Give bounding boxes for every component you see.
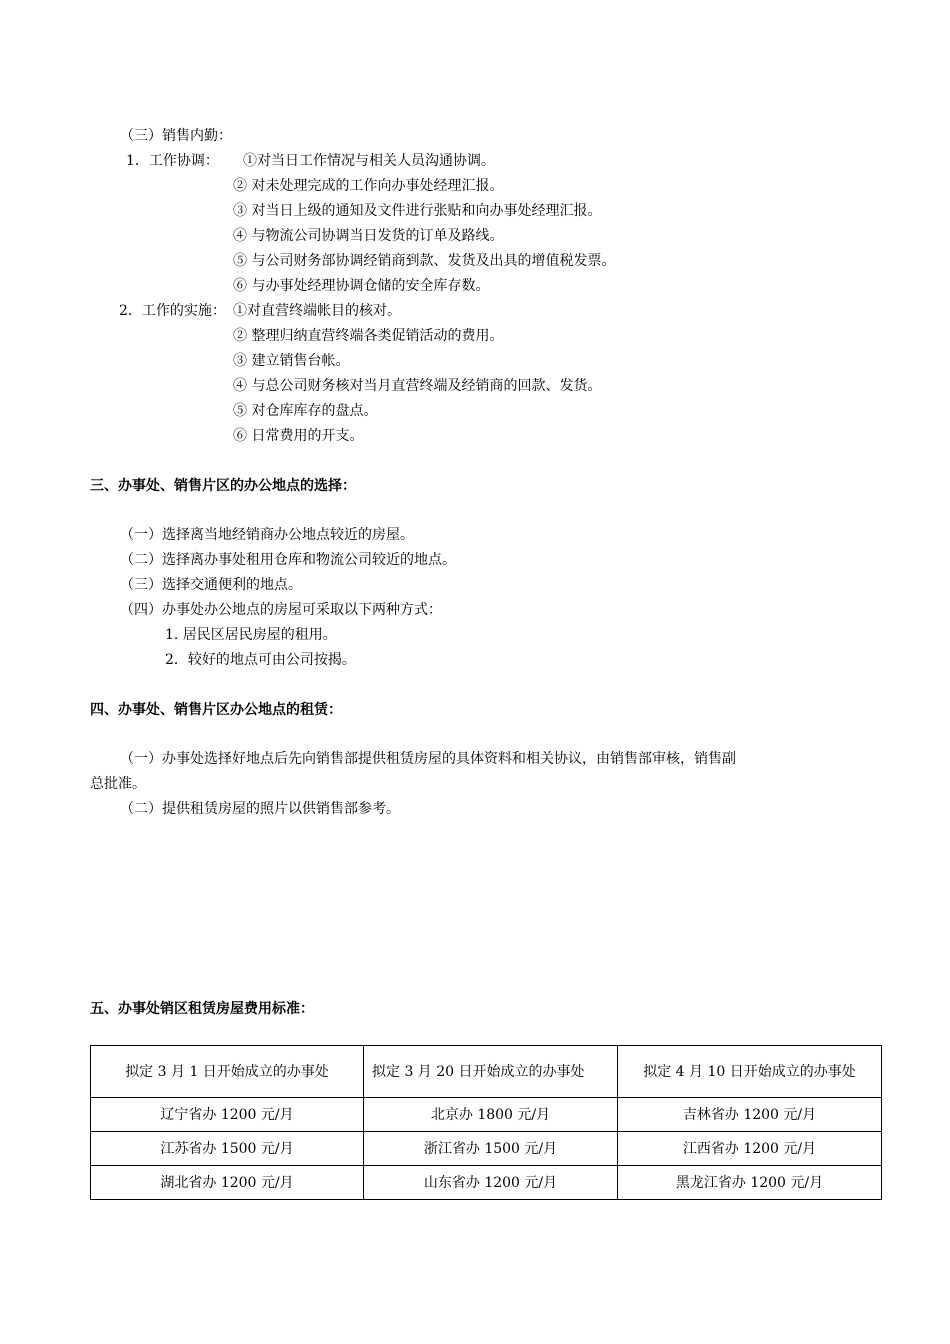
- subsection-title-sales-support: （三）销售内勤：: [120, 128, 232, 144]
- table-cell: 江西省办 1200 元/月: [618, 1132, 882, 1166]
- implementation-line-2: ② 整理归纳直营终端各类促销活动的费用。: [233, 328, 504, 344]
- location-subitem-2: 2．较好的地点可由公司按揭。: [165, 652, 356, 668]
- section-heading-office-lease: 四、办事处、销售片区办公地点的租赁：: [90, 702, 342, 718]
- coordination-line-1: ①对当日工作情况与相关人员沟通协调。: [243, 153, 495, 169]
- implementation-line-1: ①对直营终端帐目的核对。: [233, 303, 401, 319]
- location-item-4: （四）办事处办公地点的房屋可采取以下两种方式：: [120, 602, 442, 618]
- coordination-line-5: ⑤ 与公司财务部协调经销商到款、发货及出具的增值税发票。: [233, 253, 616, 269]
- coordination-line-6: ⑥ 与办事处经理协调仓储的安全库存数。: [233, 278, 490, 294]
- implementation-line-5: ⑤ 对仓库库存的盘点。: [233, 403, 378, 419]
- coordination-line-4: ④ 与物流公司协调当日发货的订单及路线。: [233, 228, 504, 244]
- lease-para-2: （二）提供租赁房屋的照片以供销售部参考。: [120, 801, 400, 817]
- implementation-line-3: ③ 建立销售台帐。: [233, 353, 350, 369]
- implementation-line-6: ⑥ 日常费用的开支。: [233, 428, 364, 444]
- table-row: [91, 1098, 882, 1132]
- section-heading-office-location: 三、办事处、销售片区的办公地点的选择：: [90, 478, 356, 494]
- location-item-1: （一）选择离当地经销商办公地点较近的房屋。: [120, 527, 414, 543]
- table-header-row: [91, 1046, 882, 1098]
- rent-standard-table: [90, 1045, 882, 1200]
- table-cell: 湖北省办 1200 元/月: [91, 1166, 364, 1200]
- coordination-line-2: ② 对未处理完成的工作向办事处经理汇报。: [233, 178, 504, 194]
- table-header-cell: 拟定 3 月 20 日开始成立的办事处: [364, 1046, 618, 1098]
- coordination-line-3: ③ 对当日上级的通知及文件进行张贴和向办事处经理汇报。: [233, 203, 602, 219]
- lease-para-1-line-2: 总批准。: [90, 776, 146, 792]
- table-row: [91, 1166, 882, 1200]
- table-cell: 江苏省办 1500 元/月: [91, 1132, 364, 1166]
- location-item-2: （二）选择离办事处租用仓库和物流公司较近的地点。: [120, 552, 456, 568]
- table-cell: 辽宁省办 1200 元/月: [91, 1098, 364, 1132]
- table-header-cell: 拟定 3 月 1 日开始成立的办事处: [91, 1046, 364, 1098]
- item-work-coordination-label: 1．工作协调：: [126, 153, 219, 169]
- location-item-3: （三）选择交通便利的地点。: [120, 577, 302, 593]
- table-header-cell: 拟定 4 月 10 日开始成立的办事处: [618, 1046, 882, 1098]
- lease-para-1-line-1: （一）办事处选择好地点后先向销售部提供租赁房屋的具体资料和相关协议，由销售部审核，销售副: [120, 751, 736, 767]
- location-subitem-1: 1. 居民区居民房屋的租用。: [165, 627, 337, 643]
- table-cell: 吉林省办 1200 元/月: [618, 1098, 882, 1132]
- table-cell: 浙江省办 1500 元/月: [364, 1132, 618, 1166]
- table-row: [91, 1132, 882, 1166]
- table-cell: 北京办 1800 元/月: [364, 1098, 618, 1132]
- implementation-line-4: ④ 与总公司财务核对当月直营终端及经销商的回款、发货。: [233, 378, 602, 394]
- table-cell: 山东省办 1200 元/月: [364, 1166, 618, 1200]
- section-heading-rent-standard: 五、办事处销区租赁房屋费用标准：: [90, 1001, 314, 1017]
- table-cell: 黑龙江省办 1200 元/月: [618, 1166, 882, 1200]
- item-work-implementation-label: 2．工作的实施：: [119, 303, 226, 319]
